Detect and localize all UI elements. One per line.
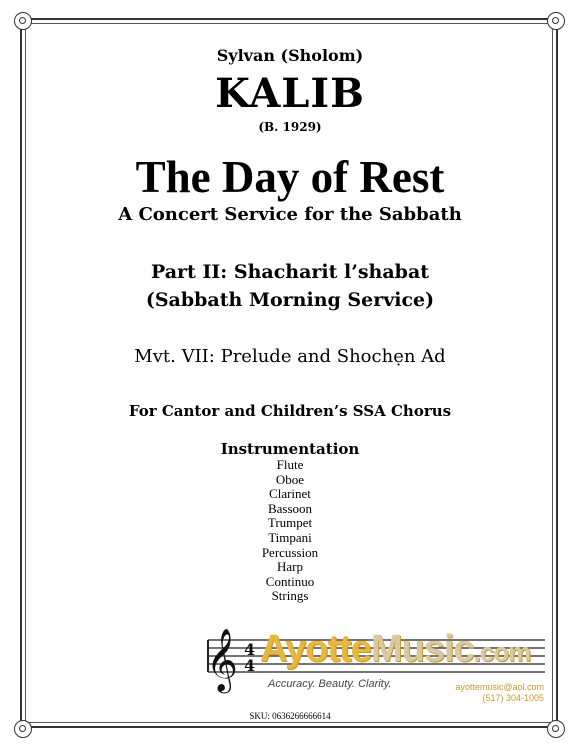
instrument-item: Percussion — [261, 544, 319, 560]
instrument-item: Harp — [277, 559, 303, 575]
instrument-item: Bassoon — [267, 500, 313, 516]
corner-ornament-icon — [547, 12, 565, 30]
composer-surname: KALIB — [215, 70, 365, 117]
instrument-item: Oboe — [275, 471, 305, 487]
instrument-item: Timpani — [268, 529, 312, 545]
instrumentation-heading: Instrumentation — [220, 440, 360, 458]
publisher-email[interactable]: ayottemusic@aol.com — [455, 682, 544, 692]
movement-title: Mvt. VII: Prelude and Shochẹn Ad — [134, 346, 446, 367]
corner-ornament-icon — [14, 720, 32, 738]
instrument-item: Trumpet — [267, 515, 313, 531]
instrument-item: Flute — [276, 457, 304, 472]
sku-label: SKU: 0636266666614 — [249, 711, 331, 721]
logo-text-music: Music — [370, 628, 474, 670]
publisher-logo-text — [260, 628, 530, 671]
composer-years: (B. 1929) — [258, 120, 322, 134]
publisher-contact — [455, 682, 544, 704]
instrument-item: Clarinet — [269, 486, 311, 502]
publisher-logo[interactable] — [200, 616, 550, 706]
treble-clef-icon: 𝄞 — [206, 628, 238, 691]
part-line-2: (Sabbath Morning Service) — [145, 289, 435, 311]
logo-text-dotcom: .com — [473, 637, 531, 667]
instrument-item: Strings — [271, 588, 309, 604]
part-heading — [0, 258, 580, 314]
corner-ornament-icon — [14, 12, 32, 30]
instrumentation-list — [0, 458, 580, 604]
publisher-tagline: Accuracy. Beauty. Clarity. — [268, 678, 392, 690]
part-line-1: Part II: Shacharit l’shabat — [150, 261, 430, 283]
time-signature-bottom: 4 — [244, 656, 256, 675]
logo-text-ayotte: Ayotte — [260, 628, 371, 670]
voicing-line: For Cantor and Children’s SSA Chorus — [128, 402, 452, 420]
work-title: The Day of Rest — [135, 152, 445, 202]
instrument-item: Continuo — [265, 573, 315, 589]
work-subtitle: A Concert Service for the Sabbath — [118, 204, 462, 225]
time-signature-top: 4 — [244, 640, 256, 659]
publisher-phone: (517) 304-1005 — [482, 693, 544, 703]
composer-name: Sylvan (Sholom) — [216, 46, 364, 65]
corner-ornament-icon — [547, 720, 565, 738]
